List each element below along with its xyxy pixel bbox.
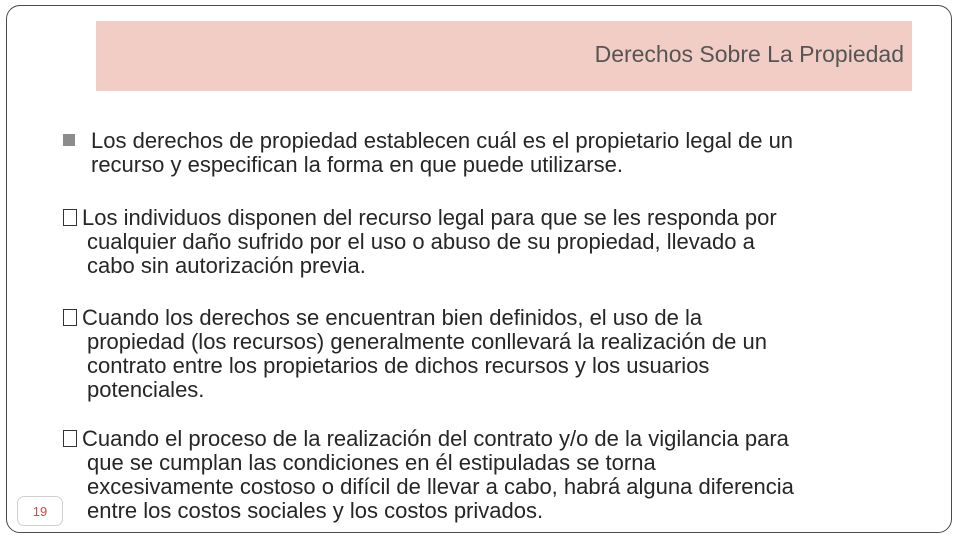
- bullet-3-line-1: [63, 306, 903, 330]
- page-number-badge: [18, 497, 62, 525]
- square-bullet-icon: [63, 134, 75, 146]
- bullet-4-line-1-text: Cuando el proceso de la realización del contrato y/o de la vigilancia para: [82, 426, 789, 451]
- bullet-3-line-2: propiedad (los recursos) generalmente conllevará la realización de un: [87, 329, 767, 354]
- bullet-3-line-3: contrato entre los propietarios de dichos recursos y los usuarios: [87, 353, 710, 378]
- page-number: 19: [32, 503, 48, 519]
- box-bullet-icon: [63, 430, 77, 447]
- bullet-2-line-1: [63, 206, 903, 230]
- bullet-paragraph-2: [63, 206, 903, 278]
- bullet-2-line-2: cualquier daño sufrido por el uso o abuso de su propiedad, llevado a: [87, 229, 755, 254]
- slide-title: Derechos Sobre La Propiedad: [594, 41, 904, 67]
- bullet-4-line-2: que se cumplan las condiciones en él estipuladas se torna: [87, 450, 656, 475]
- bullet-3-line-4: potenciales.: [87, 377, 205, 402]
- bullet-paragraph-3: [63, 306, 903, 402]
- box-bullet-icon: [63, 309, 77, 326]
- bullet-1-line-2: recurso y especifican la forma en que puede utilizarse.: [91, 152, 623, 177]
- bullet-4-line-1: [63, 427, 903, 451]
- bullet-4-line-3: excesivamente costoso o difícil de llevar a cabo, habrá alguna diferencia: [87, 474, 794, 499]
- bullet-paragraph-1: [91, 129, 891, 177]
- bullet-2-line-1-text: Los individuos disponen del recurso legal para que se les responda por: [82, 205, 777, 230]
- bullet-paragraph-4: [63, 427, 903, 523]
- title-band: [96, 21, 912, 91]
- bullet-1-line-1: Los derechos de propiedad establecen cuál es el propietario legal de un: [91, 128, 794, 153]
- bullet-3-line-1-text: Cuando los derechos se encuentran bien definidos, el uso de la: [82, 305, 703, 330]
- bullet-4-line-4: entre los costos sociales y los costos privados.: [87, 498, 544, 523]
- bullet-2-line-3: cabo sin autorización previa.: [87, 253, 366, 278]
- box-bullet-icon: [63, 209, 77, 226]
